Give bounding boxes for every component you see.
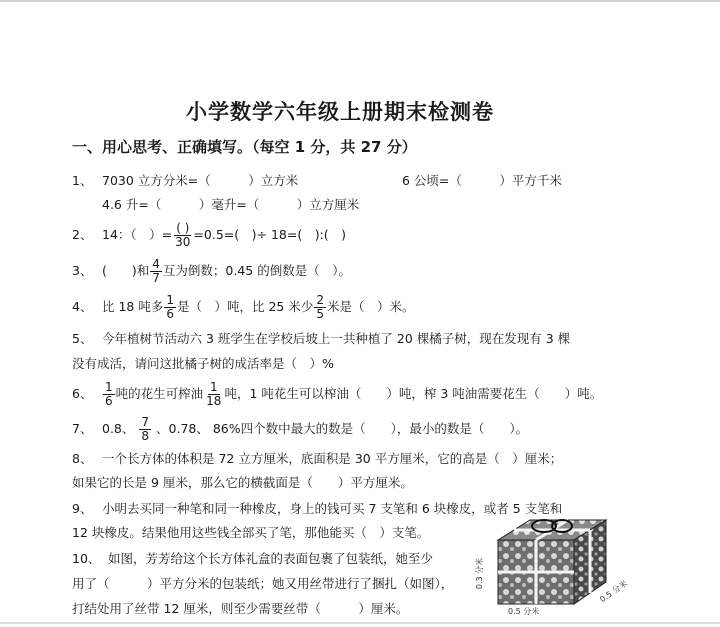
fraction-denominator: 6	[105, 394, 113, 408]
fraction	[150, 258, 162, 285]
question-1-part-c: 4.6 升=（ ）毫升=（ ）立方厘米	[102, 197, 360, 212]
question-3	[72, 258, 351, 285]
question-1-part-b: 6 公顷=（ ）平方千米	[402, 173, 562, 188]
gift-box-drawing	[478, 516, 636, 620]
question-number: 6、	[72, 386, 93, 401]
question-number: 10、	[72, 551, 101, 566]
question-number: 9、	[72, 501, 93, 516]
fraction-numerator: 4	[152, 257, 160, 271]
question-4-pre: 比 18 吨多	[102, 299, 164, 314]
question-8-line-2: 如果它的长是 9 厘米，那么它的横截面是（ ）平方厘米。	[72, 475, 413, 490]
question-7-pre: 0.8、	[102, 421, 135, 436]
fraction	[139, 416, 151, 443]
question-10-line-2: 用了（ ）平方分米的包装纸；她又用丝带进行了捆扎（如图），	[72, 576, 454, 591]
question-4-post: 米是（ ）米。	[327, 299, 415, 314]
question-2-pre: 14：（ ）=	[102, 227, 173, 242]
question-6-mid: 吨的花生可榨油	[115, 386, 204, 401]
question-6-post: 吨，1 吨花生可以榨油（ ）吨，榨 3 吨油需要花生（ ）吨。	[224, 386, 603, 401]
fraction-denominator: 30	[175, 235, 191, 249]
fraction	[164, 294, 176, 321]
question-number: 4、	[72, 299, 93, 314]
fraction-numerator: 1	[166, 293, 174, 307]
bottom-border	[0, 622, 720, 624]
fraction-denominator: 5	[316, 307, 324, 321]
fraction-denominator: 7	[152, 271, 160, 285]
fraction	[204, 381, 223, 408]
fraction-denominator: 6	[166, 307, 174, 321]
figure-label-right: 0.5 分米	[598, 578, 630, 605]
question-5	[72, 330, 570, 348]
question-8-line-1: 一个长方体的体积是 72 立方厘米，底面积是 30 平方厘米，它的高是（ ）厘米；	[102, 451, 563, 466]
fraction-numerator: 2	[316, 293, 324, 307]
question-5-line-1: 今年植树节活动六 3 班学生在学校后坡上一共种植了 20 棵橘子树，现在发现有 3 棵	[102, 331, 571, 346]
question-10-line-3: 打结处用了丝带 12 厘米，则至少需要丝带（ ）厘米。	[72, 601, 409, 616]
question-number: 8、	[72, 451, 93, 466]
question-10	[72, 550, 433, 568]
gift-box-figure	[475, 516, 636, 620]
question-number: 1、	[72, 173, 93, 188]
fraction-numerator: 7	[141, 415, 150, 429]
question-6	[72, 381, 602, 408]
question-number: 2、	[72, 227, 93, 242]
question-1	[72, 172, 298, 190]
question-3-pre: ( )和	[102, 263, 150, 278]
fraction-numerator: 1	[105, 380, 113, 394]
question-number: 5、	[72, 331, 93, 346]
question-3-post: 互为倒数；0.45 的倒数是（ ）。	[162, 263, 351, 278]
question-1-part-a: 7030 立方分米=（ ）立方米	[102, 173, 299, 188]
question-2	[72, 222, 346, 249]
fraction-denominator: 18	[206, 394, 222, 408]
question-7	[72, 416, 528, 443]
fraction-denominator: 8	[141, 429, 150, 443]
question-10-line-1: 如图，芳芳给这个长方体礼盒的表面包裹了包装纸，她至少	[108, 551, 434, 566]
question-4	[72, 294, 415, 321]
fraction-numerator: 1	[209, 380, 218, 394]
question-2-post: =0.5=( )÷ 18=( ):( )	[193, 227, 347, 242]
question-8	[72, 450, 562, 468]
fraction	[103, 381, 115, 408]
page-title: 小学数学六年级上册期末检测卷	[186, 100, 494, 124]
question-number: 3、	[72, 263, 93, 278]
question-4-mid: 是（ ）吨，比 25 米少	[177, 299, 314, 314]
section-heading: 一、用心思考、正确填写。（每空 1 分，共 27 分）	[72, 138, 417, 156]
top-border	[0, 0, 720, 2]
fraction	[173, 222, 192, 249]
question-number: 7、	[72, 421, 93, 436]
fraction	[314, 294, 326, 321]
figure-label-bottom: 0.5 分米	[508, 607, 540, 616]
figure-label-left: 0.3 分米	[475, 557, 485, 590]
question-7-post: 、0.78、 86%四个数中最大的数是（ ），最小的数是（ ）。	[156, 421, 529, 436]
question-9-line-1: 小明去买同一种笔和同一种橡皮，身上的钱可买 7 支笔和 6 块橡皮，或者 5 支笔和	[102, 501, 563, 516]
question-5-line-2: 没有成活，请问这批橘子树的成活率是（ ）%	[72, 356, 334, 371]
question-9-line-2: 12 块橡皮。结果他用这些钱全部买了笔，那他能买（ ）支笔。	[72, 525, 430, 540]
fraction-numerator: ( )	[176, 221, 190, 235]
